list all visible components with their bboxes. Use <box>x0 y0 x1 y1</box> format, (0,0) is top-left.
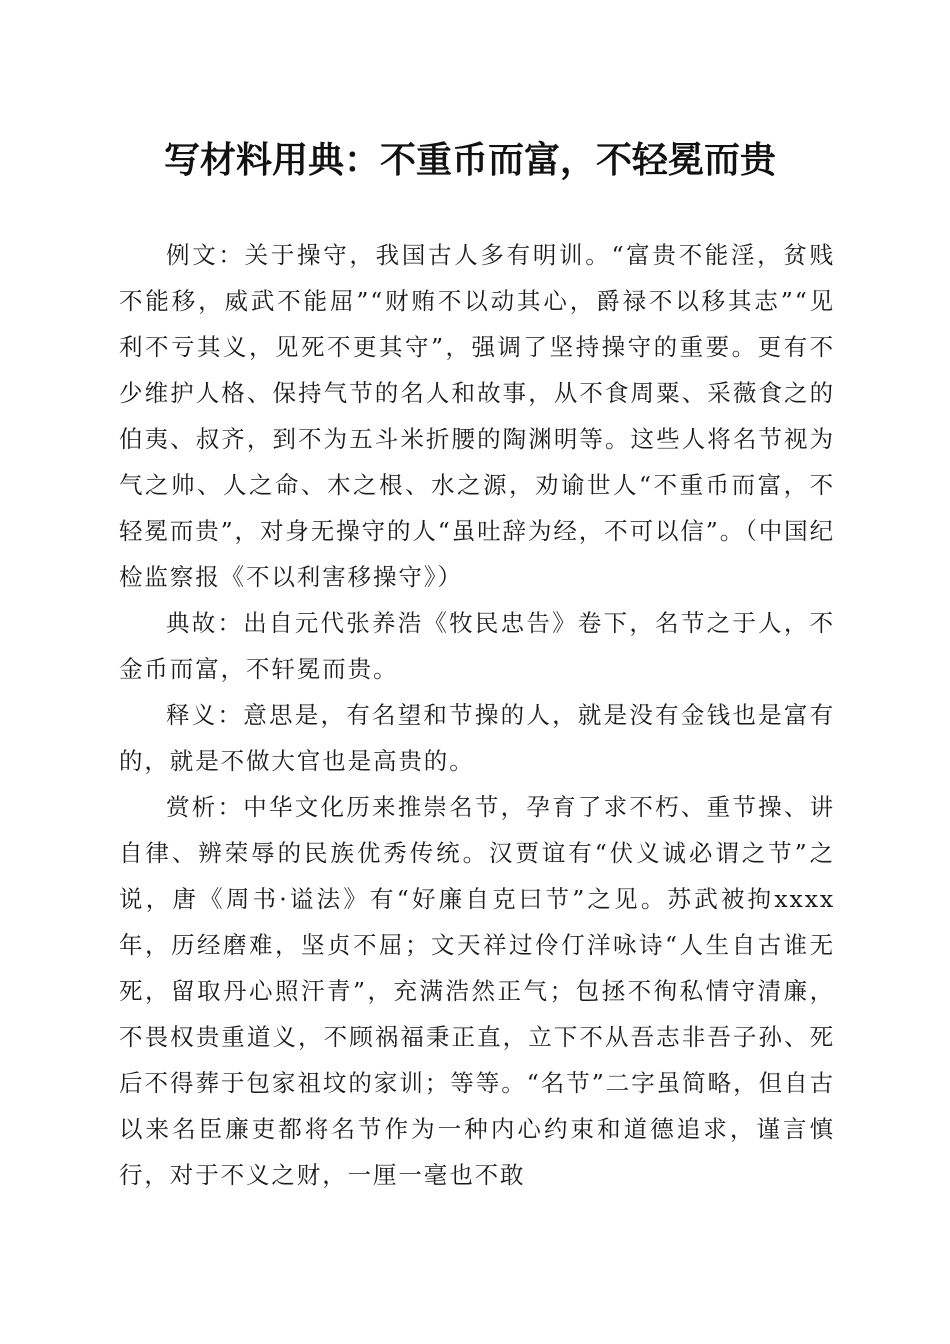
paragraph-allusion: 典故：出自元代张养浩《牧民忠告》卷下，名节之于人，不金币而富，不轩冕而贵。 <box>119 609 835 683</box>
document-title: 写材料用典：不重币而富，不轻冕而贵 <box>163 139 776 181</box>
paragraph-example: 例文：关于操守，我国古人多有明训。“富贵不能淫，贫贱不能移，威武不能屈”“财贿不以动其心，爵禄不以移其志”“见利不亏其义，见死不更其守”，强调了坚持操守的重要。更有不少维护人格、保持气节的名人和故事，从不食周粟、采薇食之的伯夷、叔齐，到不为五斗米折腰的陶渊明等。这些人将名节视为气之帅、人之命、木之根、水之源，劝谕世人“不重币而富，不轻冕而贵”，对身无操守的人“虽吐辞为经，不可以信”。（中国纪检监察报《不以利害移操守》） <box>119 241 835 591</box>
paragraph-interpretation: 释义：意思是，有名望和节操的人，就是没有金钱也是富有的，就是不做大官也是高贵的。 <box>119 701 835 775</box>
document-body <box>119 232 835 1198</box>
paragraph-appreciation: 赏析：中华文化历来推崇名节，孕育了求不朽、重节操、讲自律、辨荣辱的民族优秀传统。汉贾谊有“伏义诚必谓之节”之说，唐《周书·谥法》有“好廉自克曰节”之见。苏武被拘xxxx年，历经磨难，坚贞不屈；文天祥过伶仃洋咏诗“人生自古谁无死，留取丹心照汗青”，充满浩然正气；包拯不徇私情守清廉，不畏权贵重道义，不顾祸福秉正直，立下不从吾志非吾子孙、死后不得葬于包家祖坟的家训；等等。“名节”二字虽简略，但自古以来名臣廉吏都将名节作为一种内心约束和道德追求，谨言慎行，对于不义之财，一厘一毫也不敢 <box>119 793 835 1189</box>
